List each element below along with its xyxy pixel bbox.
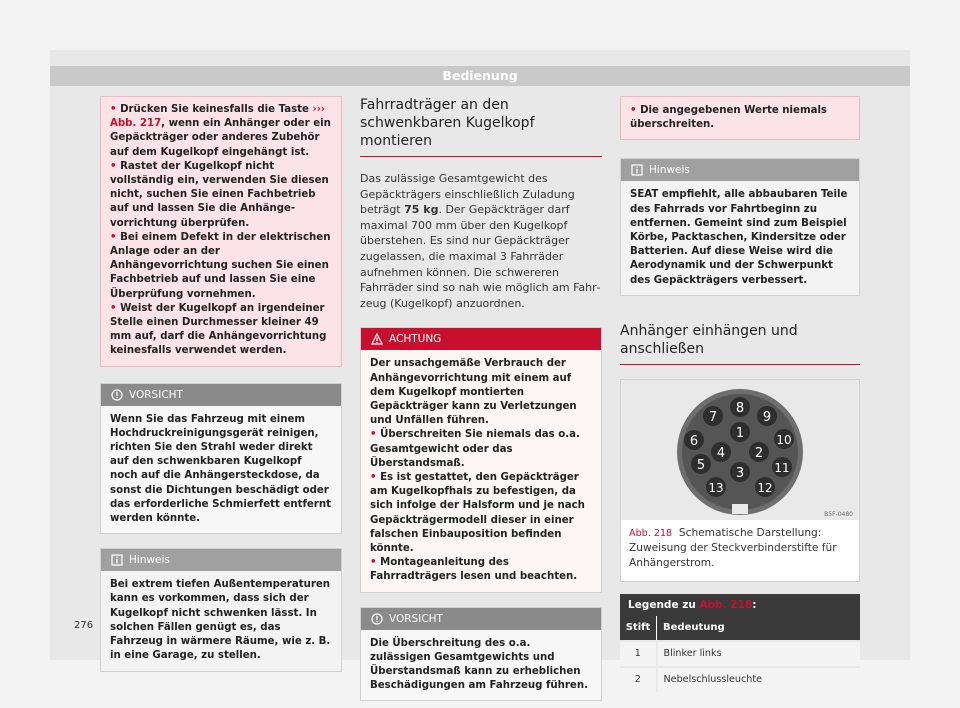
pin: [691, 454, 711, 474]
svg-text:4: 4: [716, 445, 726, 461]
svg-text:11: 11: [774, 460, 790, 475]
svg-text:3: 3: [735, 465, 745, 481]
figure-caption: [621, 520, 859, 581]
warning-continued-box: [620, 96, 860, 140]
max-weight: 75 kg: [404, 203, 439, 217]
achtung-box: [360, 327, 602, 592]
legend-title-text: Legende zu: [628, 598, 700, 611]
column-header-pin: Stift: [620, 616, 657, 641]
warning-bullet: • Bei einem Defekt in der elektrischen Anlage oder an der Anhängevorrichtung suchen Sie einen Fachbetrieb auf und lassen Sie eine Überprüfung vornehmen.: [110, 231, 331, 300]
legend-title: [620, 594, 860, 616]
hinweis-title: Hinweis: [129, 554, 170, 567]
table-row: [620, 667, 860, 692]
body-text: Das zulässige Gesamtgewicht des Gepäckträgers einschließlich Zuladung beträgt: [360, 172, 575, 217]
svg-text:2: 2: [754, 445, 764, 461]
table-row: [620, 641, 860, 667]
warning-bullet-text: Rastet der Kugelkopf nicht vollständig ein, verwenden Sie diesen nicht, suchen Sie einen Fachbetrieb auf und lassen Sie die Anhängevorrichtung überprüfen.: [110, 160, 329, 229]
heading-trailer: [620, 322, 860, 365]
page: [50, 50, 910, 692]
svg-text:8: 8: [735, 400, 745, 416]
column-header-meaning: Bedeutung: [657, 616, 861, 641]
achtung-bullet: • Überschreiten Sie niemals das o.a. Gesamtgewicht oder das Überstandsmaß.: [370, 429, 580, 469]
warning-bullet-text: , wenn ein Anhänger oder ein Gepäckträger oder anderes Zubehör auf dem Kugelkopf eingehängt ist.: [110, 118, 331, 158]
pin: [711, 442, 731, 462]
pin-meaning: Nebelschlussleuchte: [657, 667, 861, 692]
pin: [684, 430, 704, 450]
figure-code: B5F-0480: [824, 510, 853, 518]
figure-link[interactable]: ››› Abb. 217: [110, 104, 326, 130]
achtung-intro: Der unsachgemäße Verbrauch der Anhängevorrichtung mit einem auf dem Kugelkopf montierten Gepäckträger kann zu Verletzungen und Unfällen führen.: [370, 358, 577, 427]
pin-number: 1: [620, 641, 657, 667]
warning-bullet-text: Weist der Kugelkopf an irgendeiner Stelle einen Durchmesser kleiner 49 mm auf, darf die Anhängevorrichtung keinesfalls verwendet werden.: [110, 302, 327, 357]
svg-text:6: 6: [689, 433, 699, 449]
warning-bullet-text: Die angegebenen Werte niemals überschreiten.: [630, 105, 827, 131]
figure-caption-text: Schematische Darstellung: Zuweisung der Steckverbinderstifte für Anhängerstrom.: [629, 526, 837, 570]
page-number: 276: [74, 620, 94, 631]
pin: [703, 406, 723, 426]
vorsicht-title: VORSICHT: [389, 612, 443, 625]
note-icon: [631, 164, 643, 176]
warning-bullet: • Die angegebenen Werte niemals überschreiten.: [630, 105, 827, 131]
hinweis-text: SEAT empfiehlt, alle abbaubaren Teile des Fahrrads vor Fahrtbeginn zu entfernen. Gemeint sind zum Beispiel Körbe, Packtaschen, Kindersitze oder Batterien. Auf diese Weise wird die Aerodynamik und der Schwerpunkt des Gepäckträgers verbessert.: [621, 181, 859, 294]
vorsicht-text: Die Überschreitung des o.a. zulässigen Gesamtgewichts und Überstandsmaß kann zu erheblichen Beschädigungen am Fahrzeug führen.: [361, 630, 601, 701]
hinweis-header: [621, 159, 859, 181]
warning-continued-box: [100, 96, 342, 367]
pin-table: [620, 616, 860, 692]
svg-text:7: 7: [708, 409, 718, 425]
pin: [706, 477, 726, 497]
achtung-title: ACHTUNG: [389, 333, 442, 346]
vorsicht-box: [100, 383, 342, 535]
warning-triangle-icon: [371, 333, 383, 345]
section-header: Bedienung: [50, 66, 910, 86]
hinweis-title: Hinweis: [649, 164, 690, 177]
achtung-bullet: • Montageanleitung des Fahrradträgers lesen und beachten.: [370, 557, 578, 583]
warning-bullet-text: Drücken Sie keinesfalls die Taste: [120, 104, 313, 115]
vorsicht-title: VORSICHT: [129, 388, 183, 401]
achtung-header: [361, 328, 601, 350]
warning-bullet: • Weist der Kugelkopf an irgendeiner Stelle einen Durchmesser kleiner 49 mm auf, darf die Anhängevorrichtung keinesfalls verwendet werden.: [110, 302, 327, 357]
section-heading: Anhänger einhängen und anschließen: [620, 322, 798, 357]
hinweis-box: [620, 158, 860, 295]
note-icon: [111, 554, 123, 566]
warning-bullet-text: Bei einem Defekt in der elektrischen Anlage oder an der Anhängevorrichtung suchen Sie einen Fachbetrieb auf und lassen Sie eine Überprüfung vornehmen.: [110, 231, 331, 300]
svg-text:10: 10: [776, 432, 792, 447]
vorsicht-header: [101, 384, 341, 406]
achtung-bullet-text: Es ist gestattet, den Gepäckträger am Kugelkopfhals zu befestigen, da sich infolge der Halsform und je nach Gepäckträgermodell dieser in einer falschen Einbauposition befinden könnte.: [370, 471, 585, 554]
info-circle-icon: [111, 389, 123, 401]
warning-bullet: • Rastet der Kugelkopf nicht vollständig ein, verwenden Sie diesen nicht, suchen Sie einen Fachbetrieb auf und lassen Sie die Anhängevorrichtung überprüfen.: [110, 160, 329, 229]
achtung-body: [361, 350, 601, 591]
legend-title-colon: :: [752, 598, 757, 611]
pin: [730, 422, 750, 442]
table-header-row: [620, 616, 860, 641]
figure-label: Abb. 218: [629, 527, 673, 539]
pin: [772, 457, 792, 477]
body-text: . Der Gepäckträger darf maximal 700 mm über den Kugelkopf überstehen. Es sind nur Gepäckträger zugelassen, die maximal 3 Fahrräder aufnehmen können. Die schwereren Fahrräder sind so nah wie möglich am Fahrzeug (Kugelkopf) anzuordnen.: [360, 203, 601, 310]
warning-bullet: • Drücken Sie keinesfalls die Taste ››› Abb. 217, wenn ein Anhänger oder ein Gepäckträger oder anderes Zubehör auf dem Kugelkopf eingehängt ist.: [110, 104, 331, 158]
achtung-bullet-text: Überschreiten Sie niemals das o.a. Gesamtgewicht oder das Überstandsmaß.: [370, 429, 580, 469]
pin: [749, 442, 769, 462]
info-circle-icon: [371, 613, 383, 625]
figure-link[interactable]: Abb. 218: [699, 598, 753, 611]
svg-text:13: 13: [708, 480, 724, 495]
svg-text:5: 5: [696, 457, 706, 473]
heading-bicycle-carrier: [360, 96, 602, 157]
achtung-bullet: • Es ist gestattet, den Gepäckträger am Kugelkopfhals zu befestigen, da sich infolge der Halsform und je nach Gepäckträgermodell dieser in einer falschen Einbauposition befinden könnte.: [370, 471, 585, 554]
pin: [774, 429, 794, 449]
hinweis-box: [100, 548, 342, 671]
section-heading: Fahrradträger an den schwenkbaren Kugelkopf montieren: [360, 97, 535, 149]
pin: [757, 406, 777, 426]
achtung-bullet-text: Montageanleitung des Fahrradträgers lesen und beachten.: [370, 557, 578, 583]
vorsicht-header: [361, 608, 601, 630]
column-middle: [360, 96, 602, 701]
hinweis-text: Bei extrem tiefen Außentemperaturen kann es vorkommen, dass sich der Kugelkopf nicht schwenken lässt. In solchen Fällen genügt es, das Fahrzeug in wärmere Räume, wie z. B. in eine Garage, zu stellen.: [101, 571, 341, 670]
hinweis-header: [101, 549, 341, 571]
pin: [755, 477, 775, 497]
vorsicht-text: Wenn Sie das Fahrzeug mit einem Hochdruckreinigungsgerät reinigen, richten Sie den Strahl weder direkt auf den schwenkbaren Kugelkopf noch auf die Anhängersteckdose, da sonst die Dichtungen beschädigt oder das erforderliche Schmierfett entfernt werden könnte.: [101, 406, 341, 534]
pin: [730, 397, 750, 417]
column-right: [620, 96, 860, 692]
column-left: [100, 96, 342, 672]
svg-text:12: 12: [757, 480, 773, 495]
body-paragraph: [360, 171, 602, 311]
pin: [730, 462, 750, 482]
legend-table: [620, 594, 860, 692]
connector-figure: [620, 379, 860, 582]
vorsicht-box: [360, 607, 602, 702]
pin-number: 2: [620, 667, 657, 692]
connector-diagram: [621, 380, 859, 520]
pin-meaning: Blinker links: [657, 641, 861, 667]
svg-text:1: 1: [735, 425, 745, 441]
svg-text:9: 9: [762, 409, 772, 425]
